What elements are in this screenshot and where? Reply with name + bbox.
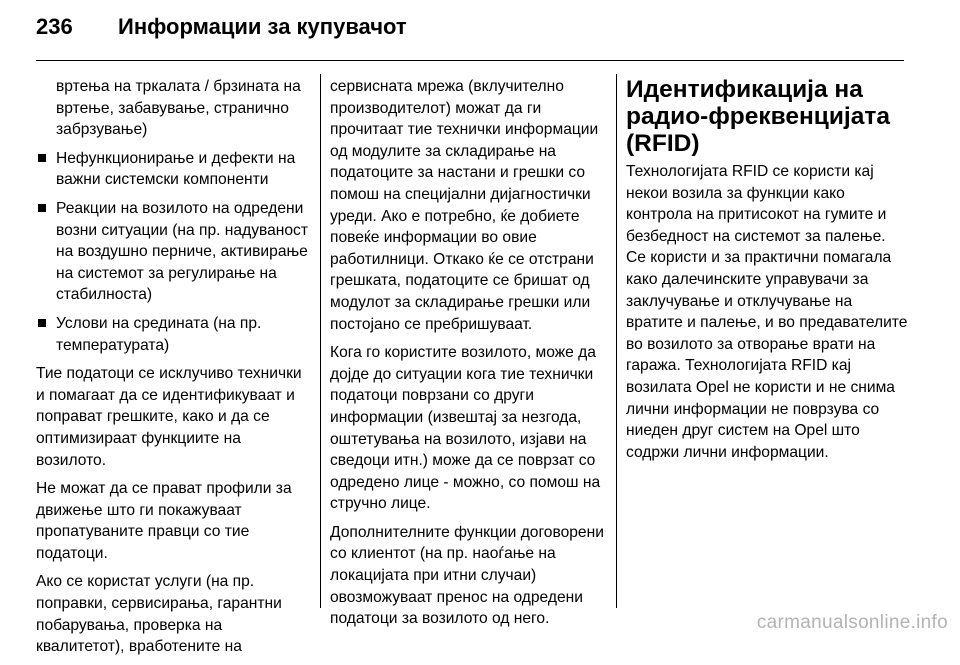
body-paragraph: Не можат да се прават профили за движење што ги покажуваат пропатуваните правци со тие податоци. [36, 480, 292, 562]
body-paragraph: Ако се користат услуги (на пр. поправки, сервисирања, гарантни побарувања, проверка на квалитетот), вработените на [36, 573, 282, 656]
page-title: Информации за купувачот [118, 14, 407, 39]
column-right [626, 76, 908, 470]
bullet-item [36, 313, 310, 356]
body-paragraph: сервисната мрежа (вклучително производителот) можат да ги прочитаат тие технички информации од модулите за складирање на податоците за настани и грешки со помош на специјални дијагностички уреди. Ако е потребно, ќе добиете повеќе информации во овие работилници. Откако ќе се отстрани грешката, податоците се бришат од модулот за складирање грешки или постојано се пребришуваат. [330, 78, 599, 333]
body-paragraph: Технологијата RFID се користи кај некои возила за функции како контрола на притисокот на гумите и безбедност на системот за палење. Се користи и за практични помагала како далечинските управувачи за заклучување и отклучување на вратите и палење, и во предавателите во возилото за отворање врати на гаража. Технологијата RFID кај возилата Opel не користи и не снима лични информации не поврзува со ниеден друг систем на Opel што содржи лични информации. [626, 163, 908, 461]
bullet-text: Услови на средината (на пр. температурата) [56, 314, 262, 354]
bullet-item [36, 148, 310, 191]
column-divider [320, 74, 321, 608]
bullet-square-icon [38, 154, 46, 162]
header-divider [36, 60, 904, 61]
continued-bullet-text: вртења на тркалата / брзината на вртење, забавување, странично забрзување) [56, 78, 301, 139]
bullet-item [36, 198, 310, 306]
watermark-text: carmanualsonline.info [756, 612, 948, 633]
body-paragraph: Тие податоци се исклучиво технички и помагаат да се идентификуваат и поправат грешките, како и да се оптимизираат функциите на возилото. [36, 365, 302, 469]
column-middle [330, 76, 608, 637]
bullet-text: Реакции на возилото на одредени возни ситуации (на пр. надуваност на воздушно перниче, активирање на системот за регулирање на стабилноста) [56, 199, 308, 304]
page-number: 236 [36, 14, 73, 39]
body-paragraph: Кога го користите возилото, може да дојде до ситуации кога тие технички податоци поврзани со други информации (извештај за незгода, оштетувања на возилото, изјави на сведоци итн.) може да се поврзат со одредено лице - можно, со помош на стручно лице. [330, 344, 601, 513]
body-paragraph: Дополнителните функции договорени со клиентот (на пр. наоѓање на локацијата при итни случаи) овозможуваат пренос на одредени податоци за возилото од него. [330, 523, 604, 628]
bullet-text: Нефункционирање и дефекти на важни системски компоненти [56, 149, 296, 189]
column-divider [616, 74, 617, 608]
section-heading: Идентификација на радио-фреквенцијата (RFID) [626, 76, 890, 157]
bullet-square-icon [38, 204, 46, 212]
bullet-square-icon [38, 319, 46, 327]
column-left [36, 76, 310, 665]
